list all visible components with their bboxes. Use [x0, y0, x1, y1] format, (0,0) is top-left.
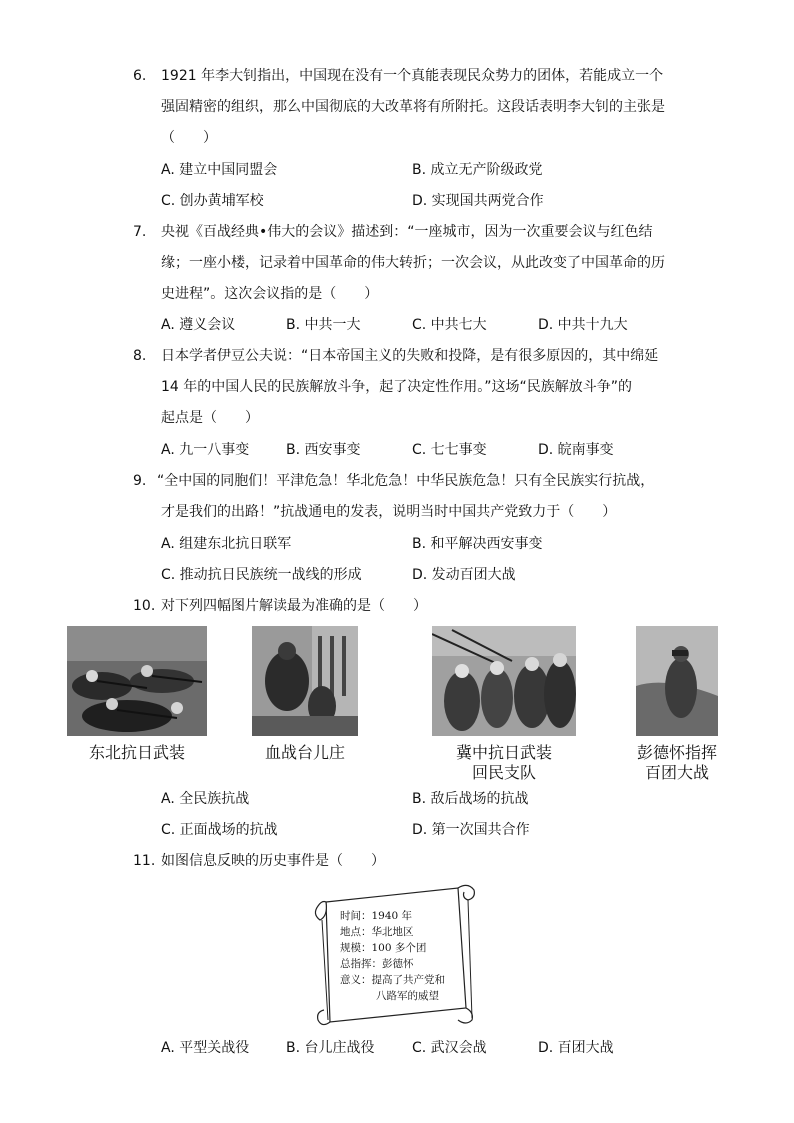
- scroll-line: 时间：1940 年: [340, 910, 413, 922]
- option-b[interactable]: B. 成立无产阶级政党: [412, 162, 543, 178]
- option-b[interactable]: B. 西安事变: [286, 442, 361, 458]
- question-number: 11.: [133, 853, 156, 869]
- option-d[interactable]: D. 皖南事变: [538, 442, 614, 458]
- photo-hui-detachment: [432, 626, 576, 736]
- scroll-line: 八路军的威望: [376, 990, 439, 1002]
- option-c[interactable]: C. 创办黄埔军校: [161, 193, 264, 209]
- photo-caption: 百团大战: [644, 763, 709, 782]
- option-c[interactable]: C. 正面战场的抗战: [161, 822, 278, 838]
- photo-taierzhuang: [252, 626, 358, 736]
- option-d[interactable]: D. 第一次国共合作: [412, 822, 530, 838]
- option-b[interactable]: B. 台儿庄战役: [286, 1040, 375, 1056]
- question-text-line: 日本学者伊豆公夫说：“日本帝国主义的失败和投降，是有很多原因的，其中绵延: [161, 348, 659, 364]
- question-number: 8.: [133, 348, 147, 364]
- photo-caption: 彭德怀指挥: [636, 743, 717, 762]
- photo-caption: 东北抗日武装: [88, 743, 185, 762]
- option-a[interactable]: A. 九一八事变: [161, 442, 250, 458]
- photo-caption: 回民支队: [471, 763, 536, 782]
- question-text-line: 才是我们的出路！”抗战通电的发表，说明当时中国共产党致力于（ ）: [161, 504, 617, 520]
- option-a[interactable]: A. 组建东北抗日联军: [161, 536, 292, 552]
- option-b[interactable]: B. 和平解决西安事变: [412, 536, 543, 552]
- option-d[interactable]: D. 中共十九大: [538, 317, 628, 333]
- scroll-line: 地点：华北地区: [340, 926, 414, 938]
- option-a[interactable]: A. 平型关战役: [161, 1040, 250, 1056]
- question-text-line: 央视《百战经典•伟大的会议》描述到：“一座城市，因为一次重要会议与红色结: [161, 224, 653, 240]
- photo-northeast-resistance: [67, 626, 207, 736]
- question-number: 7.: [133, 224, 147, 240]
- option-c[interactable]: C. 七七事变: [412, 442, 487, 458]
- question-text-line: 如图信息反映的历史事件是（ ）: [161, 853, 385, 869]
- question-number: 10.: [133, 598, 156, 614]
- question-text-line: （ ）: [161, 130, 217, 146]
- option-c[interactable]: C. 武汉会战: [412, 1040, 487, 1056]
- question-number: 6.: [133, 68, 147, 84]
- question-text-line: 对下列四幅图片解读最为准确的是（ ）: [161, 598, 427, 614]
- scroll-figure: [308, 880, 480, 1030]
- question-text-line: 史进程”。这次会议指的是（ ）: [161, 286, 379, 302]
- option-d[interactable]: D. 百团大战: [538, 1040, 614, 1056]
- question-text-line: 1921 年李大钊指出，中国现在没有一个真能表现民众势力的团体，若能成立一个: [161, 68, 664, 84]
- scroll-line: 规模：100 多个团: [340, 942, 427, 954]
- question-text-line: 强固精密的组织，那么中国彻底的大改革将有所附托。这段话表明李大钊的主张是: [161, 99, 665, 115]
- option-c[interactable]: C. 中共七大: [412, 317, 487, 333]
- question-text-line: 缘；一座小楼，记录着中国革命的伟大转折；一次会议，从此改变了中国革命的历: [161, 255, 665, 271]
- photo-caption: 冀中抗日武装: [455, 743, 552, 762]
- question-text-line: 14 年的中国人民的民族解放斗争，起了决定性作用。”这场“民族解放斗争”的: [161, 379, 633, 395]
- option-d[interactable]: D. 实现国共两党合作: [412, 193, 544, 209]
- option-b[interactable]: B. 敌后战场的抗战: [412, 791, 529, 807]
- option-b[interactable]: B. 中共一大: [286, 317, 361, 333]
- photo-peng-dehuai: [636, 626, 718, 736]
- option-a[interactable]: A. 建立中国同盟会: [161, 162, 278, 178]
- option-a[interactable]: A. 全民族抗战: [161, 791, 250, 807]
- scroll-line: 意义：提高了共产党和: [340, 974, 445, 986]
- option-a[interactable]: A. 遵义会议: [161, 317, 236, 333]
- question-number: 9.: [133, 473, 147, 489]
- question-text-line: 起点是（ ）: [161, 410, 259, 426]
- scroll-line: 总指挥：彭德怀: [340, 958, 414, 970]
- photo-caption: 血战台儿庄: [264, 743, 345, 762]
- question-text-line: “全中国的同胞们！平津危急！华北危急！中华民族危急！只有全民族实行抗战，: [157, 473, 655, 489]
- option-c[interactable]: C. 推动抗日民族统一战线的形成: [161, 567, 362, 583]
- option-d[interactable]: D. 发动百团大战: [412, 567, 516, 583]
